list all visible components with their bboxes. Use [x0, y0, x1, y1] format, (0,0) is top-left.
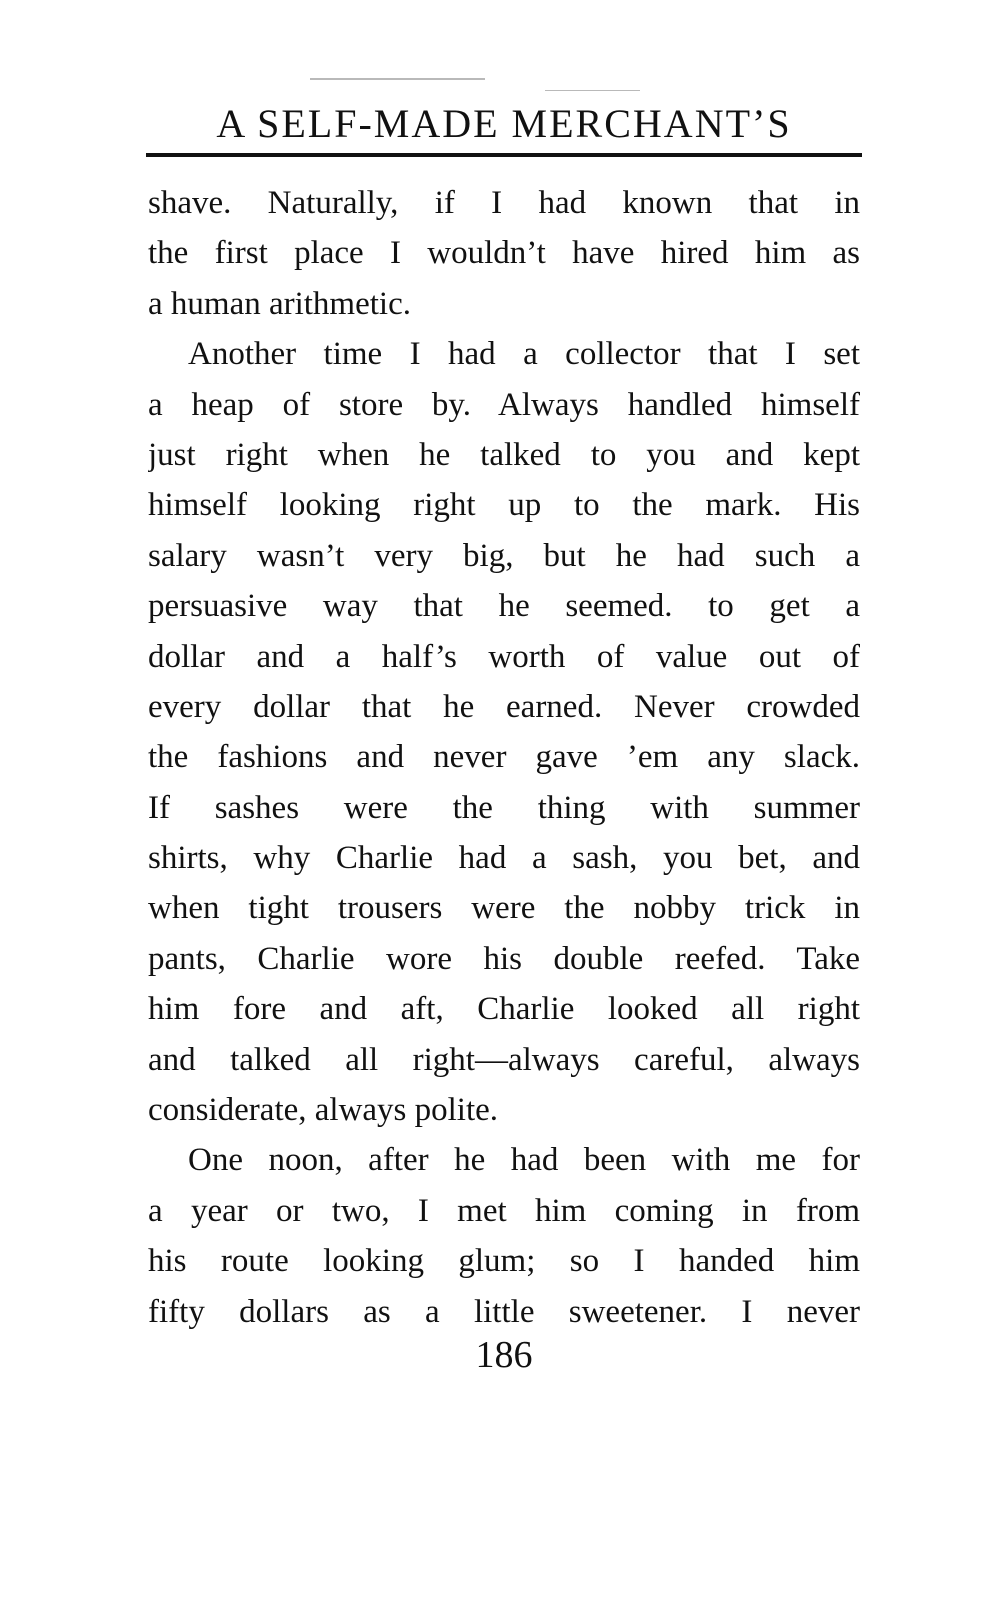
text-line: dollar and a half’s worth of value out of	[148, 638, 860, 675]
text-line: himself looking right up to the mark. His	[148, 487, 860, 524]
text-line: when tight trousers were the nobby trick in	[148, 890, 860, 927]
text-line: One noon, after he had been with me for	[188, 1142, 860, 1179]
text-line: shirts, why Charlie had a sash, you bet, and	[148, 840, 860, 877]
text-line: a human arithmetic.	[148, 285, 411, 322]
text-line: the fashions and never gave ’em any slack.	[148, 739, 860, 776]
body-text	[148, 178, 860, 1337]
text-line: a year or two, I met him coming in from	[148, 1192, 860, 1229]
running-head: A SELF-MADE MERCHANT’S	[216, 101, 792, 146]
text-line: considerate, always polite.	[148, 1092, 499, 1129]
text-line: him fore and aft, Charlie looked all right	[148, 991, 860, 1028]
print-smudge	[310, 78, 485, 80]
text-line: the first place I wouldn’t have hired him as	[148, 235, 860, 272]
text-line: every dollar that he earned. Never crowded	[148, 688, 860, 725]
text-line: and talked all right—always careful, always	[148, 1041, 860, 1078]
text-line: shave. Naturally, if I had known that in	[148, 185, 860, 221]
text-line: a heap of store by. Always handled himself	[148, 386, 860, 423]
text-line: persuasive way that he seemed. to get a	[148, 588, 860, 625]
text-line: salary wasn’t very big, but he had such a	[148, 537, 860, 574]
text-line: fifty dollars as a little sweetener. I never	[148, 1293, 860, 1330]
text-line: pants, Charlie wore his double reefed. Take	[148, 940, 860, 977]
page-number: 186	[475, 1334, 533, 1376]
text-line: If sashes were the thing with summer	[148, 789, 860, 826]
text-line: just right when he talked to you and kept	[148, 436, 860, 473]
header-rule	[146, 153, 862, 157]
text-line: Another time I had a collector that I set	[188, 336, 860, 373]
print-smudge	[545, 90, 640, 91]
text-line: his route looking glum; so I handed him	[148, 1243, 860, 1280]
